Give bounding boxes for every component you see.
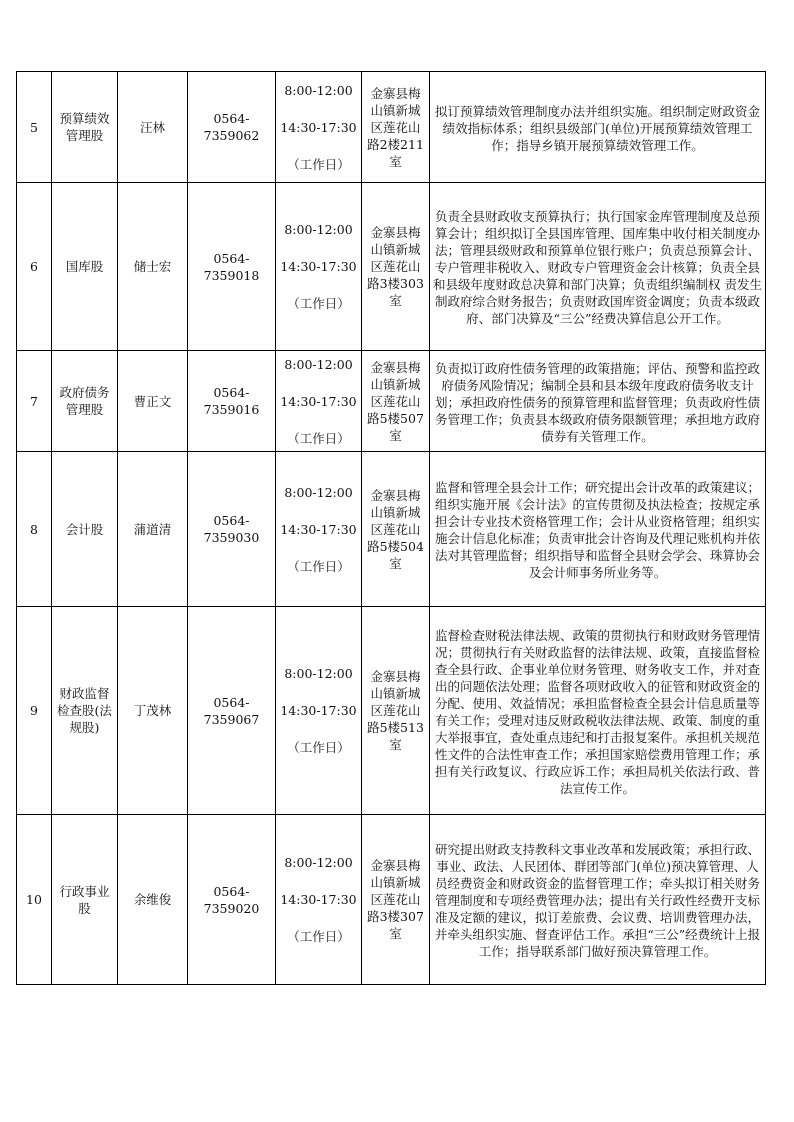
hours-note: （工作日） bbox=[287, 929, 350, 944]
department-head bbox=[118, 452, 188, 607]
office-address-text: 金寨县梅山镇新城区莲花山路2楼211室 bbox=[367, 85, 424, 169]
table-row bbox=[17, 183, 766, 351]
department-head bbox=[118, 72, 188, 183]
phone-number bbox=[188, 607, 276, 815]
duties-text: 负责拟订政府性债务管理的政策措施；评估、预警和监控政府债务风险情况；编制全县和县本级年度政府债务收支计划；承担政府性债务的预算管理和监督管理；负责政府性债务管理工作；负责县本级政府债务限额管理；承担地方政府债券有关管理工作。 bbox=[434, 360, 760, 444]
table-row bbox=[17, 815, 766, 985]
phone-number bbox=[188, 452, 276, 607]
hours-note: （工作日） bbox=[287, 740, 350, 755]
department-name-text: 行政事业股 bbox=[59, 883, 110, 916]
department-name-text: 预算绩效管理股 bbox=[59, 111, 110, 143]
office-address-text: 金寨县梅山镇新城区莲花山路3楼307室 bbox=[367, 858, 424, 941]
table-row bbox=[17, 351, 766, 452]
office-hours bbox=[276, 72, 362, 183]
hours-afternoon: 14:30-17:30 bbox=[280, 892, 357, 907]
hours-morning: 8:00-12:00 bbox=[284, 82, 353, 98]
office-hours bbox=[276, 351, 362, 452]
duties bbox=[430, 815, 766, 985]
row-index-text: 7 bbox=[30, 393, 38, 409]
department-head-text: 丁茂林 bbox=[133, 703, 172, 718]
row-index-text: 6 bbox=[30, 259, 38, 274]
office-address bbox=[362, 72, 430, 183]
hours-morning: 8:00-12:00 bbox=[284, 356, 353, 372]
office-address bbox=[362, 183, 430, 351]
row-index bbox=[17, 351, 52, 452]
office-address bbox=[362, 607, 430, 815]
duties-text: 研究提出财政支持教科文事业改革和发展政策；承担行政、事业、政法、人民团体、群团等部门(单位)预决算管理、人员经费资金和财政资金的监督管理工作；牵头拟订相关财务管理制度和专项经费管理办法；提出有关行政性经费开支标准及定额的建议，拟订差旅费、会议费、培训费管理办法，并牵头组织实施、督查评估工作。承担“三公”经费统计上报工作；指导联系部门做好预决算管理工作。 bbox=[434, 842, 761, 959]
department-head-text: 储士宏 bbox=[133, 259, 172, 274]
duties-text: 监督检查财税法律法规、政策的贯彻执行和财政财务管理情况；贯彻执行有关财政监督的法律法规、政策，直接监督检查全县行政、企事业单位财务管理、财务收支工作，并对查出的问题依法处理；监督各项财政收入的征管和财政资金的分配、使用、效益情况；承担监督检查全县会计信息质量等有关工作；受理对违反财政税收法律法规、政策、制度的重大举报事宜，查处重点违纪和打击报复案件。承担机关规范性文件的合法性审查工作；承担国家赔偿费用管理工作；承担有关行政复议、行政应诉工作；承担局机关依法行政、普法宣传工作。 bbox=[434, 627, 760, 796]
hours-afternoon: 14:30-17:30 bbox=[280, 119, 357, 135]
table-row bbox=[17, 72, 766, 183]
department-name bbox=[52, 815, 118, 985]
hours-note: （工作日） bbox=[287, 296, 350, 311]
department-name-text: 会计股 bbox=[65, 521, 104, 537]
duties-text: 监督和管理全县会计工作；研究提出会计改革的政策建议；组织实施开展《会计法》的宣传贯彻及执法检查；按规定承担会计专业技术资格管理工作；会计从业资格管理；组织实施会计信息化标准；负责审批会计咨询及代理记账机构并依法对其管理监督；组织指导和监督全县财会学会、珠算协会及会计师事务所业务等。 bbox=[434, 480, 760, 580]
department-name-text: 政府债务管理股 bbox=[59, 385, 110, 417]
office-hours bbox=[276, 183, 362, 351]
table-row bbox=[17, 607, 766, 815]
office-address-text: 金寨县梅山镇新城区莲花山路5楼504室 bbox=[367, 487, 424, 571]
phone-number-text: 0564-7359030 bbox=[203, 513, 260, 545]
office-address bbox=[362, 815, 430, 985]
duties-text: 负责全县财政收支预算执行；执行国家金库管理制度及总预算会计；组织拟订全县国库管理、国库集中收付相关制度办法；管理县级财政和预算单位银行账户；负责总预算会计、专户管理非税收入、财政专户管理资金会计核算；负责全县和县级年度财政总决算和部门决算；负责组织编制权 责发生制政府综合财务报告；负责财政国库资金调度；负责本级政府、部门决算及“三公”经费决算信息公开工作。 bbox=[433, 209, 762, 326]
office-address bbox=[362, 351, 430, 452]
table-body bbox=[17, 72, 766, 985]
duties bbox=[430, 183, 766, 351]
duties-text: 拟订预算绩效管理制度办法并组织实施。组织制定财政资金绩效指标体系；组织县级部门(单位)开展预算绩效管理工作；指导乡镇开展预算绩效管理工作。 bbox=[434, 103, 760, 153]
department-table bbox=[16, 71, 766, 985]
office-address-text: 金寨县梅山镇新城区莲花山路3楼303室 bbox=[367, 225, 424, 308]
phone-number bbox=[188, 183, 276, 351]
department-head bbox=[118, 607, 188, 815]
office-hours bbox=[276, 607, 362, 815]
department-name-text: 财政监督检查股(法规股) bbox=[57, 686, 112, 735]
row-index-text: 10 bbox=[26, 892, 42, 907]
hours-note: （工作日） bbox=[287, 558, 350, 574]
department-head-text: 汪林 bbox=[139, 119, 165, 135]
phone-number-text: 0564-7359020 bbox=[203, 883, 260, 916]
department-name bbox=[52, 72, 118, 183]
table-row bbox=[17, 452, 766, 607]
department-head-text: 曹正文 bbox=[133, 393, 172, 409]
department-head bbox=[118, 183, 188, 351]
hours-morning: 8:00-12:00 bbox=[284, 855, 353, 870]
row-index bbox=[17, 183, 52, 351]
phone-number-text: 0564-7359067 bbox=[203, 694, 260, 727]
duties bbox=[430, 607, 766, 815]
row-index bbox=[17, 72, 52, 183]
phone-number-text: 0564-7359016 bbox=[203, 385, 260, 417]
office-hours bbox=[276, 452, 362, 607]
hours-note: （工作日） bbox=[287, 156, 350, 172]
row-index bbox=[17, 607, 52, 815]
department-name bbox=[52, 183, 118, 351]
department-head-text: 蒲道清 bbox=[133, 521, 172, 537]
department-name bbox=[52, 351, 118, 452]
row-index-text: 5 bbox=[30, 119, 38, 135]
department-head-text: 余维俊 bbox=[133, 892, 172, 907]
hours-afternoon: 14:30-17:30 bbox=[280, 703, 357, 718]
department-head bbox=[118, 815, 188, 985]
hours-morning: 8:00-12:00 bbox=[284, 666, 353, 681]
department-head bbox=[118, 351, 188, 452]
duties bbox=[430, 351, 766, 452]
hours-afternoon: 14:30-17:30 bbox=[280, 259, 357, 274]
duties bbox=[430, 72, 766, 183]
department-name-text: 国库股 bbox=[65, 259, 104, 274]
phone-number-text: 0564-7359018 bbox=[203, 250, 260, 283]
hours-afternoon: 14:30-17:30 bbox=[280, 393, 357, 409]
department-name bbox=[52, 607, 118, 815]
hours-note: （工作日） bbox=[287, 430, 350, 446]
hours-morning: 8:00-12:00 bbox=[284, 222, 353, 237]
phone-number bbox=[188, 72, 276, 183]
department-name bbox=[52, 452, 118, 607]
office-address-text: 金寨县梅山镇新城区莲花山路5楼513室 bbox=[367, 669, 424, 752]
phone-number-text: 0564-7359062 bbox=[203, 111, 260, 143]
phone-number bbox=[188, 351, 276, 452]
row-index-text: 8 bbox=[30, 521, 38, 537]
office-address bbox=[362, 452, 430, 607]
office-address-text: 金寨县梅山镇新城区莲花山路5楼507室 bbox=[367, 359, 424, 443]
hours-morning: 8:00-12:00 bbox=[284, 484, 353, 500]
row-index bbox=[17, 452, 52, 607]
row-index bbox=[17, 815, 52, 985]
office-hours bbox=[276, 815, 362, 985]
phone-number bbox=[188, 815, 276, 985]
duties bbox=[430, 452, 766, 607]
row-index-text: 9 bbox=[30, 703, 38, 718]
hours-afternoon: 14:30-17:30 bbox=[280, 521, 357, 537]
